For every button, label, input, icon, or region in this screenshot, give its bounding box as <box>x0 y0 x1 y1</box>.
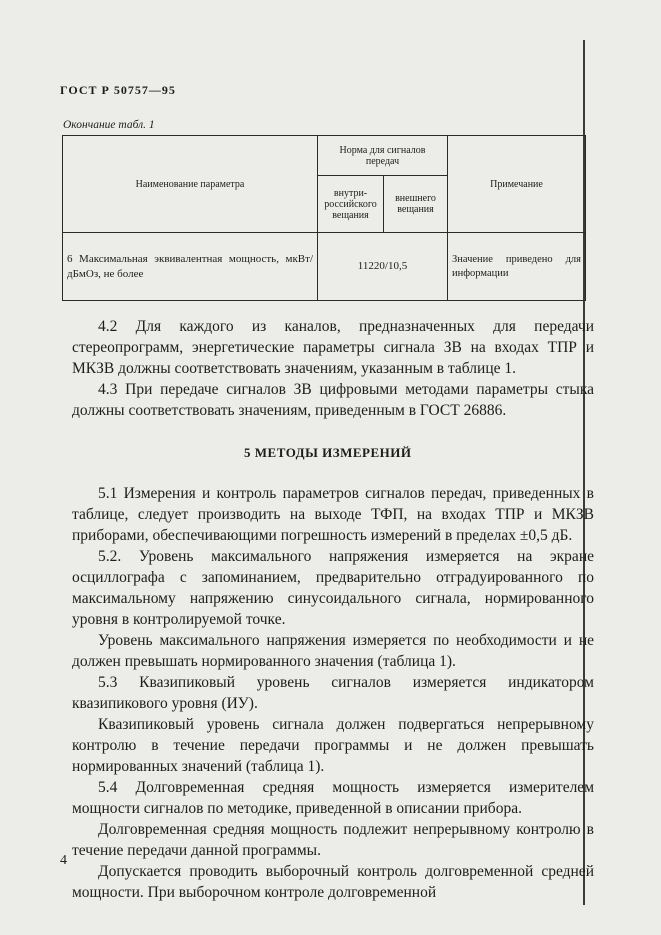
header-domestic: внутри-российского вещания <box>318 176 384 233</box>
header-param: Наименование параметра <box>63 136 318 233</box>
paragraph-5-4: 5.4 Долговременная средняя мощность измеряется измерителем мощности сигналов по методике, приведенной в описании прибора. <box>72 779 594 817</box>
section-title: 5 МЕТОДЫ ИЗМЕРЕНИЙ <box>244 445 412 460</box>
paragraph-5-4b: Долговременная средняя мощность подлежит непрерывному контролю в течение передачи данной программы. <box>72 821 594 859</box>
paragraph-5-2: 5.2. Уровень максимального напряжения измеряется на экране осциллографа с запоминанием, предварительно отградуированного по максимальному напряжению синусоидального сигнала, нормированного уровня в контролируемой точке. <box>72 548 594 628</box>
row-value: 11220/10,5 <box>318 233 448 301</box>
section-4-text <box>72 316 594 421</box>
row-param: 6 Максимальная эквивалентная мощность, мкВт/дБмОз, не более <box>63 233 318 301</box>
paragraph-5-3b: Квазипиковый уровень сигнала должен подвергаться непрерывному контролю в течение передачи программы и не должен превышать нормированных значений (таблица 1). <box>72 716 594 775</box>
header-foreign: внешнего вещания <box>384 176 448 233</box>
paragraph-4-3: 4.3 При передаче сигналов ЗВ цифровыми методами параметры стыка должны соответствовать значениям, приведенным в ГОСТ 26886. <box>72 381 594 419</box>
paragraph-5-3: 5.3 Квазипиковый уровень сигналов измеряется индикатором квазипикового уровня (ИУ). <box>72 674 594 712</box>
header-note: Примечание <box>448 136 586 233</box>
document-header: ГОСТ Р 50757—95 <box>60 83 176 97</box>
table-caption: Окончание табл. 1 <box>63 119 155 131</box>
header-norm: Норма для сигналов передач <box>318 136 448 176</box>
parameters-table <box>62 135 586 301</box>
paragraph-5-4c: Допускается проводить выборочный контроль долговременной средней мощности. При выборочном контроле долговременной <box>72 863 594 901</box>
page-number: 4 <box>60 853 67 868</box>
section-5-text <box>72 483 594 903</box>
paragraph-4-2: 4.2 Для каждого из каналов, предназначенных для передачи стереопрограмм, энергетические параметры сигнала ЗВ на входах ТПР и МКЗВ должны соответствовать значениям, указанным в таблице 1. <box>72 318 594 377</box>
paragraph-5-2b: Уровень максимального напряжения измеряется по необходимости и не должен превышать нормированного значения (таблица 1). <box>72 632 594 670</box>
row-note: Значение приведено для информации <box>448 233 586 301</box>
paragraph-5-1: 5.1 Измерения и контроль параметров сигналов передач, приведенных в таблице, следует производить на выходе ТФП, на входах ТПР и МКЗВ приборами, обеспечивающими погрешность измерений в пределах ±0,5 дБ. <box>72 485 594 544</box>
